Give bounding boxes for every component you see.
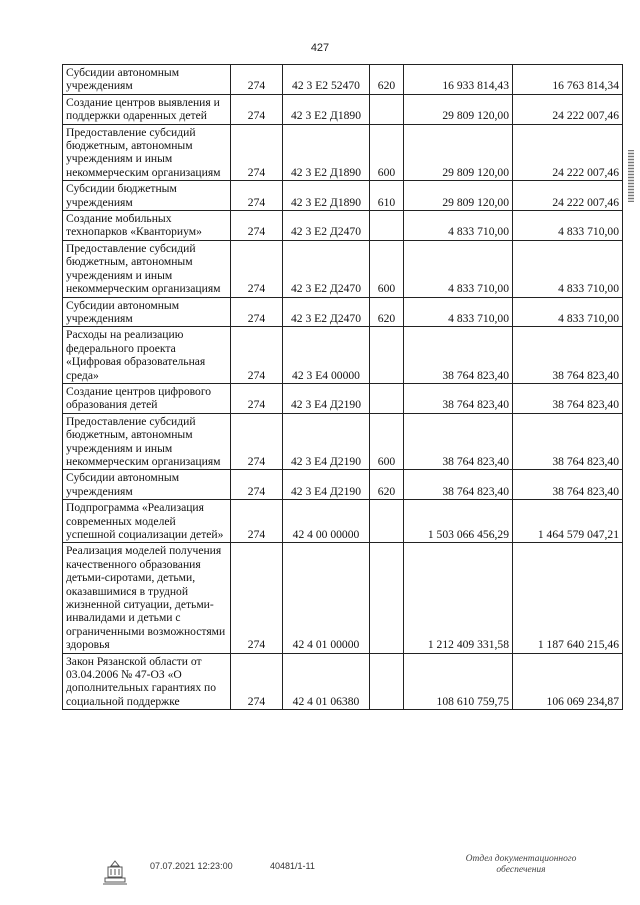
row-name: Субсидии бюджетным учреждениям	[63, 181, 231, 211]
row-code: 274	[231, 181, 283, 211]
row-code: 274	[231, 470, 283, 500]
row-expense-type: 620	[370, 65, 404, 95]
row-expense-type	[370, 653, 404, 710]
row-sum-1: 29 809 120,00	[404, 181, 513, 211]
footer-datetime: 07.07.2021 12:23:00	[150, 861, 233, 871]
row-code: 274	[231, 327, 283, 384]
row-target-item: 42 3 Е4 00000	[283, 327, 370, 384]
row-target-item: 42 3 Е2 Д1890	[283, 124, 370, 181]
row-sum-2: 38 764 823,40	[513, 383, 623, 413]
row-sum-2: 1 464 579 047,21	[513, 500, 623, 543]
row-name: Субсидии автономным учреждениям	[63, 470, 231, 500]
row-sum-1: 29 809 120,00	[404, 94, 513, 124]
row-target-item: 42 3 Е4 Д2190	[283, 470, 370, 500]
row-name: Субсидии автономным учреждениям	[63, 65, 231, 95]
row-target-item: 42 3 Е2 52470	[283, 65, 370, 95]
row-target-item: 42 4 00 00000	[283, 500, 370, 543]
row-target-item: 42 3 Е2 Д1890	[283, 94, 370, 124]
row-sum-1: 4 833 710,00	[404, 297, 513, 327]
row-sum-2: 4 833 710,00	[513, 211, 623, 241]
row-sum-2: 106 069 234,87	[513, 653, 623, 710]
table-row	[63, 211, 623, 241]
row-expense-type: 620	[370, 297, 404, 327]
row-sum-1: 16 933 814,43	[404, 65, 513, 95]
row-sum-1: 38 764 823,40	[404, 470, 513, 500]
row-name: Субсидии автономным учреждениям	[63, 297, 231, 327]
scan-edge-mark	[628, 150, 634, 202]
row-name: Подпрограмма «Реализация современных моделей успешной социализации детей»	[63, 500, 231, 543]
row-target-item: 42 3 Е4 Д2190	[283, 413, 370, 470]
row-name: Создание центров цифрового образования детей	[63, 383, 231, 413]
row-sum-2: 4 833 710,00	[513, 240, 623, 297]
row-target-item: 42 3 Е2 Д2470	[283, 297, 370, 327]
row-code: 274	[231, 124, 283, 181]
table-row	[63, 543, 623, 653]
row-sum-1: 1 503 066 456,29	[404, 500, 513, 543]
row-sum-2: 4 833 710,00	[513, 297, 623, 327]
table-row	[63, 94, 623, 124]
row-code: 274	[231, 653, 283, 710]
page-number: 427	[310, 42, 330, 54]
row-name: Предоставление субсидий бюджетным, автономным учреждениям и иным некоммерческим организациям	[63, 413, 231, 470]
row-target-item: 42 4 01 06380	[283, 653, 370, 710]
stamp-line-1: Отдел документационного	[465, 854, 577, 864]
table-row	[63, 653, 623, 710]
row-name: Создание мобильных технопарков «Кванториум»	[63, 211, 231, 241]
table-row	[63, 413, 623, 470]
row-expense-type: 600	[370, 413, 404, 470]
row-target-item: 42 4 01 00000	[283, 543, 370, 653]
row-sum-2: 24 222 007,46	[513, 181, 623, 211]
row-expense-type	[370, 383, 404, 413]
row-target-item: 42 3 Е4 Д2190	[283, 383, 370, 413]
row-name: Создание центров выявления и поддержки одаренных детей	[63, 94, 231, 124]
row-expense-type: 610	[370, 181, 404, 211]
row-name: Закон Рязанской области от 03.04.2006 № 47-ОЗ «О дополнительных гарантиях по социальной поддержке	[63, 653, 231, 710]
row-sum-2: 24 222 007,46	[513, 124, 623, 181]
table-row	[63, 500, 623, 543]
table-row	[63, 470, 623, 500]
row-target-item: 42 3 Е2 Д2470	[283, 211, 370, 241]
budget-table	[62, 64, 623, 710]
row-target-item: 42 3 Е2 Д2470	[283, 240, 370, 297]
department-stamp	[436, 854, 606, 876]
row-sum-1: 38 764 823,40	[404, 383, 513, 413]
row-target-item: 42 3 Е2 Д1890	[283, 181, 370, 211]
row-name: Предоставление субсидий бюджетным, автономным учреждениям и иным некоммерческим организациям	[63, 240, 231, 297]
row-sum-2: 38 764 823,40	[513, 470, 623, 500]
table-row	[63, 65, 623, 95]
row-expense-type: 620	[370, 470, 404, 500]
table-row	[63, 383, 623, 413]
stamp-line-2: обеспечения	[496, 865, 546, 875]
row-expense-type	[370, 543, 404, 653]
row-code: 274	[231, 211, 283, 241]
row-sum-1: 108 610 759,75	[404, 653, 513, 710]
row-sum-2: 38 764 823,40	[513, 327, 623, 384]
row-code: 274	[231, 94, 283, 124]
row-name: Предоставление субсидий бюджетным, автономным учреждениям и иным некоммерческим организациям	[63, 124, 231, 181]
row-sum-1: 38 764 823,40	[404, 413, 513, 470]
table-row	[63, 240, 623, 297]
row-code: 274	[231, 543, 283, 653]
footer	[0, 848, 640, 905]
row-code: 274	[231, 383, 283, 413]
table-row	[63, 297, 623, 327]
row-sum-1: 29 809 120,00	[404, 124, 513, 181]
row-code: 274	[231, 65, 283, 95]
row-sum-2: 24 222 007,46	[513, 94, 623, 124]
row-sum-2: 1 187 640 215,46	[513, 543, 623, 653]
table-row	[63, 181, 623, 211]
emblem-seal-icon	[100, 858, 130, 888]
row-sum-2: 38 764 823,40	[513, 413, 623, 470]
row-expense-type: 600	[370, 124, 404, 181]
row-expense-type: 600	[370, 240, 404, 297]
row-sum-1: 4 833 710,00	[404, 240, 513, 297]
table-row	[63, 327, 623, 384]
row-sum-1: 38 764 823,40	[404, 327, 513, 384]
row-code: 274	[231, 240, 283, 297]
row-sum-2: 16 763 814,34	[513, 65, 623, 95]
row-expense-type	[370, 327, 404, 384]
table-row	[63, 124, 623, 181]
row-expense-type	[370, 500, 404, 543]
row-code: 274	[231, 413, 283, 470]
row-code: 274	[231, 297, 283, 327]
row-expense-type	[370, 94, 404, 124]
budget-table-body	[63, 65, 623, 710]
row-sum-1: 1 212 409 331,58	[404, 543, 513, 653]
footer-doc-number: 40481/1-11	[270, 861, 315, 871]
row-code: 274	[231, 500, 283, 543]
row-name: Расходы на реализацию федерального проекта «Цифровая образовательная среда»	[63, 327, 231, 384]
row-expense-type	[370, 211, 404, 241]
row-sum-1: 4 833 710,00	[404, 211, 513, 241]
row-name: Реализация моделей получения качественного образования детьми-сиротами, детьми, оказавшимися в трудной жизненной ситуации, детьми-инвалидами и детьми с ограниченными возможностями здоровья	[63, 543, 231, 653]
